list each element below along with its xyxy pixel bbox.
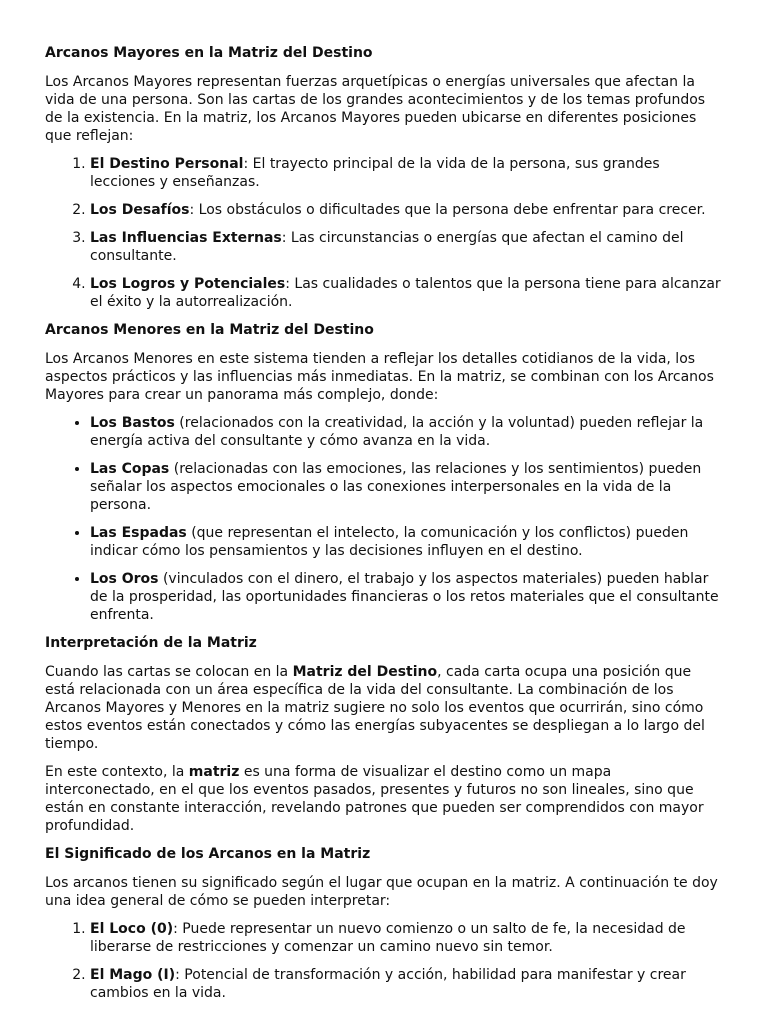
heading-arcanos-mayores: Arcanos Mayores en la Matriz del Destino [45,45,373,61]
list-item [90,920,725,956]
list-item [90,460,725,514]
item-text: : El trayecto principal de la vida de la persona, sus grandes lecciones y enseñanzas. [90,156,660,190]
item-text: (relacionadas con las emociones, las relaciones y los sentimientos) pueden señalar los aspectos emocionales o las conexiones interpersonales en la vida de la persona. [90,461,702,513]
item-term: Las Copas [90,461,170,477]
list-arcanos-menores [45,414,725,624]
item-text: : Las circunstancias o energías que afectan el camino del consultante. [90,230,684,264]
intro-significado: Los arcanos tienen su significado según el lugar que ocupan en la matriz. A continuación te doy una idea general de cómo se pueden interpretar: [45,875,718,909]
bold-term: matriz [188,764,240,780]
item-term: Los Bastos [90,415,175,431]
text-run: es una forma de visualizar el destino como un mapa interconectado, en el que los eventos pasados, presentes y futuros no son lineales, sino que están en constante interacción, revelando patrones que pueden ser comprendidos con mayor profundidad. [45,764,704,834]
list-item [90,524,725,560]
item-text: : Puede representar un nuevo comienzo o un salto de fe, la necesidad de liberarse de restricciones y comenzar un camino nuevo sin temor. [90,921,686,955]
list-significado [45,920,725,1002]
item-text: (que representan el intelecto, la comunicación y los conflictos) pueden indicar cómo los pensamientos y las decisiones influyen en el destino. [90,525,689,559]
list-item [90,229,725,265]
paragraph-interpretacion-2 [45,763,725,835]
item-text: : Potencial de transformación y acción, habilidad para manifestar y crear cambios en la vida. [90,967,686,1001]
item-term: El Destino Personal [90,156,244,172]
item-term: Los Desafíos [90,202,190,218]
item-text: (relacionados con la creatividad, la acción y la voluntad) pueden reflejar la energía activa del consultante y cómo avanza en la vida. [90,415,704,449]
list-item [90,155,725,191]
heading-arcanos-menores: Arcanos Menores en la Matriz del Destino [45,322,374,338]
document-page [45,44,725,1012]
item-term: Las Espadas [90,525,187,541]
item-text: : Las cualidades o talentos que la persona tiene para alcanzar el éxito y la autorrealización. [90,276,721,310]
item-text: : Los obstáculos o dificultades que la persona debe enfrentar para crecer. [189,202,706,218]
bold-term: Matriz del Destino [292,664,438,680]
item-term: Los Logros y Potenciales [90,276,286,292]
heading-significado: El Significado de los Arcanos en la Matriz [45,846,371,862]
paragraph-interpretacion-1 [45,663,725,753]
item-term: Las Influencias Externas [90,230,282,246]
text-run: , cada carta ocupa una posición que está relacionada con un área específica de la vida del consultante. La combinación de los Arcanos Mayores y Menores en la matriz sugiere no solo los eventos que ocurrirán, sino cómo estos eventos están conectados y cómo las energías subyacentes se despliegan a lo largo del tiempo. [45,664,705,752]
item-text: (vinculados con el dinero, el trabajo y los aspectos materiales) pueden hablar de la prosperidad, las oportunidades financieras o los retos materiales que el consultante enfrenta. [90,571,719,623]
item-term: El Loco (0) [90,921,174,937]
list-item [90,275,725,311]
item-term: Los Oros [90,571,159,587]
text-run: En este contexto, la [45,764,189,780]
heading-interpretacion: Interpretación de la Matriz [45,635,257,651]
list-arcanos-mayores [45,155,725,311]
intro-arcanos-mayores: Los Arcanos Mayores representan fuerzas arquetípicas o energías universales que afectan la vida de una persona. Son las cartas de los grandes acontecimientos y de los temas profundos de la existencia. En la matriz, los Arcanos Mayores pueden ubicarse en diferentes posiciones que reflejan: [45,74,706,144]
text-run: Cuando las cartas se colocan en la [45,664,293,680]
list-item [90,570,725,624]
list-item [90,201,725,219]
list-item [90,966,725,1002]
item-term: El Mago (I) [90,967,176,983]
list-item [90,414,725,450]
intro-arcanos-menores: Los Arcanos Menores en este sistema tienden a reflejar los detalles cotidianos de la vida, los aspectos prácticos y las influencias más inmediatas. En la matriz, se combinan con los Arcanos Mayores para crear un panorama más complejo, donde: [45,351,714,403]
